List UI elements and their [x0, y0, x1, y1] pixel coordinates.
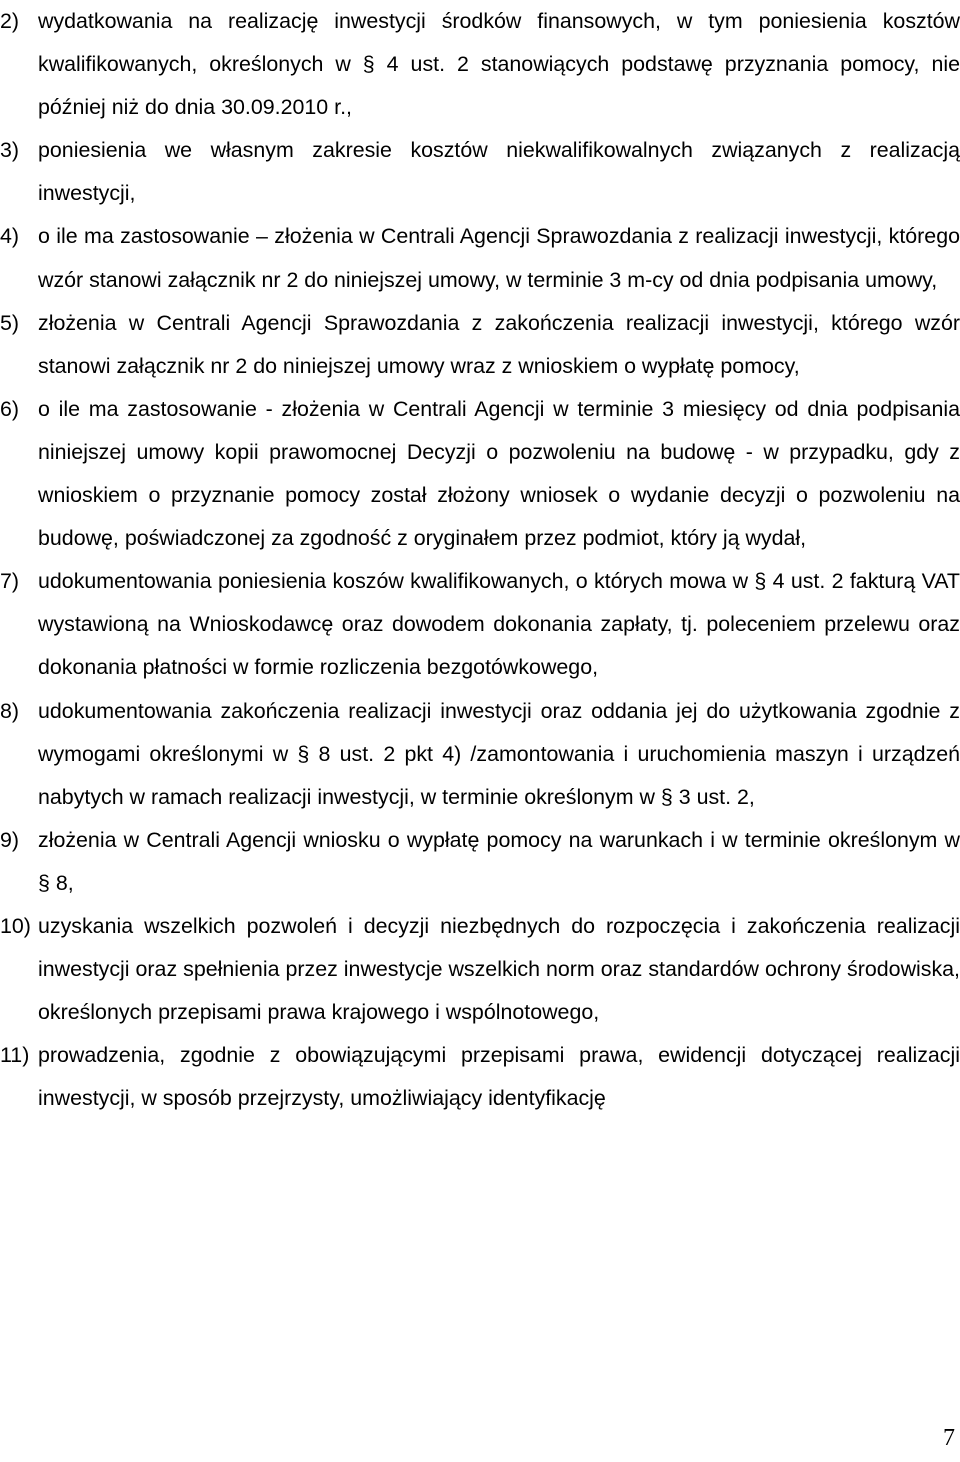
list-item-text: złożenia w Centrali Agencji Sprawozdania z zakończenia realizacji inwestycji, którego wzór stanowi załącznik nr 2 do niniejszej umowy wraz z wnioskiem o wypłatę pomocy,	[38, 310, 960, 378]
list-item-2	[0, 0, 960, 129]
list-item-number: 6)	[0, 396, 20, 421]
list-item-number: 11)	[0, 1043, 30, 1068]
list-item-number: 10)	[0, 913, 31, 938]
list-item-3	[0, 129, 960, 215]
list-item-4	[0, 215, 960, 301]
list-item-5	[0, 302, 960, 388]
list-item-9	[0, 819, 960, 905]
list-item-7	[0, 560, 960, 689]
list-item-number: 8)	[0, 698, 20, 723]
list-item-text: poniesienia we własnym zakresie kosztów niekwalifikowalnych związanych z realizacją inwestycji,	[38, 138, 960, 206]
list-item-text: o ile ma zastosowanie – złożenia w Centrali Agencji Sprawozdania z realizacji inwestycji, którego wzór stanowi załącznik nr 2 do niniejszej umowy, w terminie 3 m-cy od dnia podpisania umowy,	[38, 224, 960, 292]
list-item-10	[0, 905, 960, 1034]
list-item-11	[0, 1034, 960, 1120]
list-item-text: udokumentowania zakończenia realizacji inwestycji oraz oddania jej do użytkowania zgodnie z wymogami określonymi w § 8 ust. 2 pkt 4) /zamontowania i uruchomienia maszyn i urządzeń nabytych w ramach realizacji inwestycji, w terminie określonym w § 3 ust. 2,	[38, 698, 960, 809]
list-item-number: 5)	[0, 310, 20, 335]
list-item-text: złożenia w Centrali Agencji wniosku o wypłatę pomocy na warunkach i w terminie określonym w § 8,	[38, 827, 960, 895]
list-item-8	[0, 690, 960, 819]
list-item-text: udokumentowania poniesienia koszów kwalifikowanych, o których mowa w § 4 ust. 2 fakturą VAT wystawioną na Wnioskodawcę oraz dowodem dokonania zapłaty, tj. poleceniem przelewu oraz dokonania płatności w formie rozliczenia bezgotówkowego,	[38, 569, 960, 680]
list-item-text: wydatkowania na realizację inwestycji środków finansowych, w tym poniesienia kosztów kwalifikowanych, określonych w § 4 ust. 2 stanowiących podstawę przyznania pomocy, nie później niż do dnia 30.09.2010 r.,	[38, 9, 960, 120]
list-item-text: prowadzenia, zgodnie z obowiązującymi przepisami prawa, ewidencji dotyczącej realizacji inwestycji, w sposób przejrzysty, umożliwiający identyfikację	[38, 1043, 960, 1111]
list-item-number: 3)	[0, 138, 20, 163]
list-item-number: 9)	[0, 827, 20, 852]
list-item-text: o ile ma zastosowanie - złożenia w Centrali Agencji w terminie 3 miesięcy od dnia podpisania niniejszej umowy kopii prawomocnej Decyzji o pozwoleniu na budowę - w przypadku, gdy z wnioskiem o przyznanie pomocy został złożony wniosek o wydanie decyzji o pozwoleniu na budowę, poświadczonej za zgodność z oryginałem przez podmiot, który ją wydał,	[38, 396, 960, 551]
list-item-6	[0, 388, 960, 560]
page-number: 7	[943, 1425, 955, 1451]
list-item-number: 2)	[0, 9, 20, 33]
list-item-text: uzyskania wszelkich pozwoleń i decyzji niezbędnych do rozpoczęcia i zakończenia realizacji inwestycji oraz spełnienia przez inwestycje wszelkich norm oraz standardów ochrony środowiska, określonych przepisami prawa krajowego i wspólnotowego,	[38, 913, 960, 1025]
list-item-number: 7)	[0, 569, 20, 594]
list-item-number: 4)	[0, 224, 20, 249]
